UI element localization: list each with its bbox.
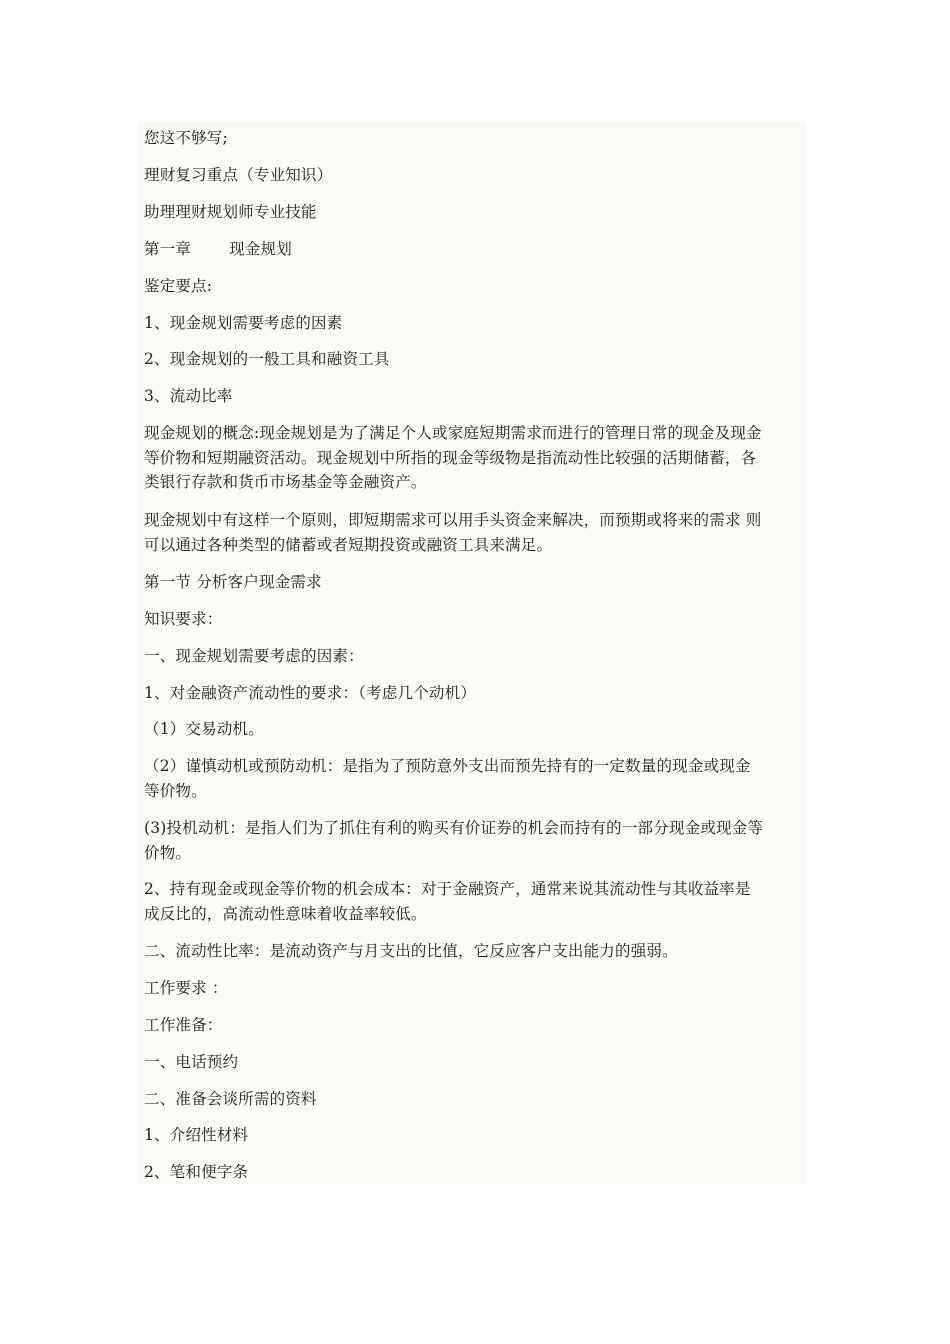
list-item: 一、电话预约: [144, 1053, 239, 1071]
paragraph-line: 2、持有现金或现金等价物的机会成本：对于金融资产，通常来说其流动性与其收益率是: [144, 880, 751, 898]
subsection-heading: 二、流动性比率：是流动资产与月支出的比值，它反应客户支出能力的强弱。: [144, 942, 678, 960]
paragraph-line: 等价物。: [144, 781, 207, 800]
paragraph-line: 可以通过各种类型的储蓄或者短期投资或融资工具来满足。: [144, 535, 553, 554]
principle-paragraph: [144, 508, 809, 557]
paragraph-line: 类银行存款和货币市场基金等金融资产。: [144, 473, 427, 491]
paragraph-line: (3)投机动机：是指人们为了抓住有利的购买有价证券的机会而持有的一部分现金或现金等: [144, 819, 764, 837]
doc-title: 理财复习重点（专业知识）: [144, 166, 333, 184]
list-item: 1、介绍性材料: [144, 1126, 249, 1144]
work-preparation-label: 工作准备：: [144, 1016, 223, 1034]
section-heading: 第一节 分析客户现金需求: [144, 573, 322, 591]
chapter-number: 第一章: [144, 240, 192, 258]
paragraph-line: 现金规划中有这样一个原则，即短期需求可以用手头资金来解决，而预期或将来的需求 则: [144, 511, 762, 529]
subsection-heading: 一、现金规划需要考虑的因素：: [144, 647, 364, 665]
motive-paragraph: [144, 754, 809, 803]
key-point-item: 1、现金规划需要考虑的因素: [144, 314, 343, 332]
chapter-title: 现金规划: [229, 240, 292, 258]
work-requirements-label: 工作要求 ：: [144, 979, 228, 997]
knowledge-label: 知识要求：: [144, 610, 223, 628]
list-item: 二、准备会谈所需的资料: [144, 1090, 317, 1108]
opportunity-cost-paragraph: [144, 877, 809, 926]
concept-paragraph: [144, 421, 809, 495]
opening-line: 您这不够写;: [144, 129, 228, 147]
paragraph-line: 等价物和短期融资活动。现金规划中所指的现金等级物是指流动性比较强的活期储蓄，各: [144, 448, 757, 467]
motive-paragraph: [144, 816, 809, 865]
list-item: 1、对金融资产流动性的要求：（考虑几个动机）: [144, 684, 477, 702]
key-point-item: 3、流动比率: [144, 387, 233, 405]
doc-subtitle: 助理理财规划师专业技能: [144, 203, 317, 221]
paragraph-line: （2）谨慎动机或预防动机：是指为了预防意外支出而预先持有的一定数量的现金或现金: [144, 757, 751, 775]
paragraph-line: 成反比的，高流动性意味着收益率较低。: [144, 904, 427, 923]
key-points-label: 鉴定要点:: [144, 277, 213, 295]
key-point-item: 2、现金规划的一般工具和融资工具: [144, 350, 390, 368]
list-item: （1）交易动机。: [144, 720, 264, 738]
list-item: 2、笔和便字条: [144, 1163, 249, 1181]
paragraph-line: 价物。: [144, 843, 192, 862]
chapter-heading: [144, 237, 809, 261]
paragraph-line: 现金规划的概念:现金规划是为了满足个人或家庭短期需求而进行的管理日常的现金及现金: [144, 424, 762, 442]
